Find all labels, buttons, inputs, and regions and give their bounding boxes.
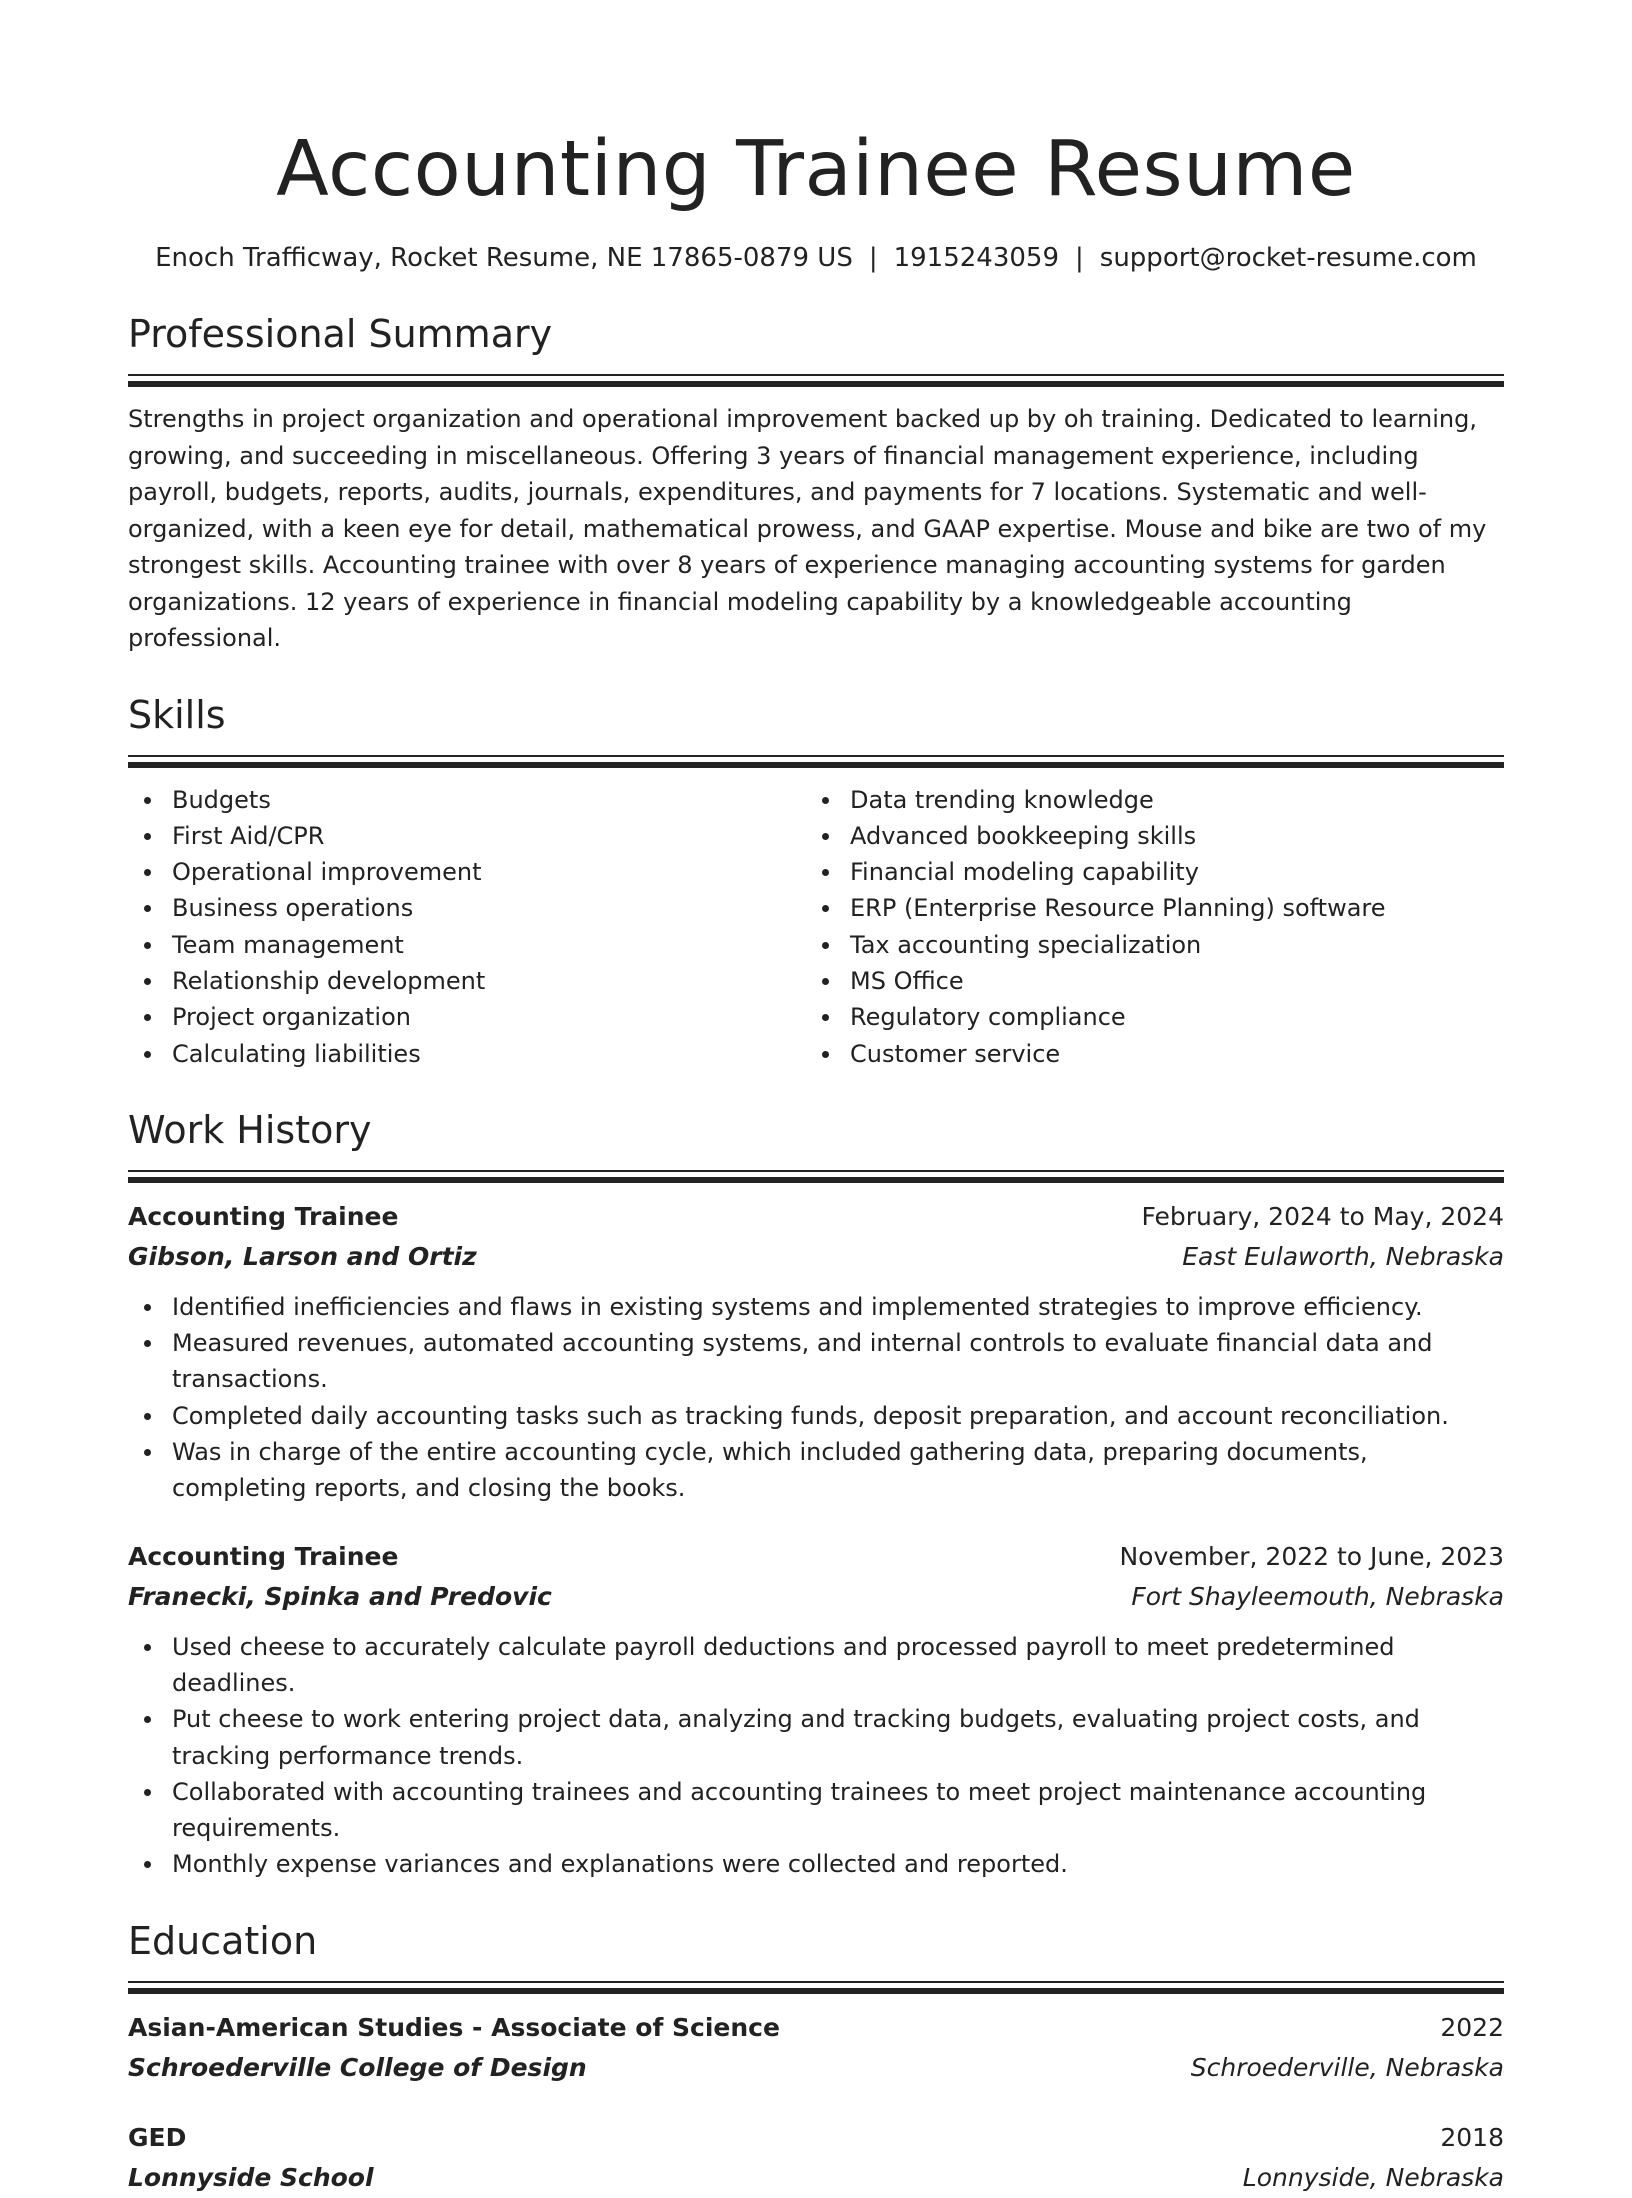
section-work-history — [128, 1106, 1504, 1883]
skill-item: Business operations — [128, 890, 806, 926]
job-entry — [128, 1197, 1504, 1507]
resume-title: Accounting Trainee Resume — [276, 125, 1356, 214]
job-title: Accounting Trainee — [128, 1541, 399, 1571]
job-location: East Eulaworth, Nebraska — [1182, 1241, 1504, 1271]
education-header — [128, 2008, 1504, 2048]
job-dates: November, 2022 to June, 2023 — [1119, 1541, 1504, 1571]
skill-item: ERP (Enterprise Resource Planning) software — [806, 890, 1484, 926]
job-title: Accounting Trainee — [128, 1201, 399, 1231]
education-school: Lonnyside School — [128, 2162, 374, 2192]
section-divider — [128, 1981, 1504, 1994]
skill-item: First Aid/CPR — [128, 818, 806, 854]
skills-columns — [128, 782, 1504, 1072]
job-subheader — [128, 1577, 1504, 1617]
education-header — [128, 2118, 1504, 2158]
skill-item: Budgets — [128, 782, 806, 818]
section-heading: Work History — [128, 1107, 372, 1152]
section-divider — [128, 374, 1504, 387]
summary-text: Strengths in project organization and operational improvement backed up by oh training. Dedicated to learning, growing, and succeeding in miscellaneous. Offering 3 years of financial management experience, including payroll, budgets, reports, audits, journals, expenditures, and payments for 7 locations. Systematic and well-organized, with a keen eye for detail, mathematical prowess, and GAAP expertise. Mouse and bike are two of my strongest skills. Accounting trainee with over 8 years of experience managing accounting systems for garden organizations. 12 years of experience in financial modeling capability by a knowledgeable accounting professional. — [128, 405, 1487, 652]
job-location: Fort Shayleemouth, Nebraska — [1131, 1581, 1504, 1611]
job-bullet: Identified inefficiencies and flaws in existing systems and implemented strategies to improve efficiency. — [128, 1289, 1504, 1325]
section-skills — [128, 691, 1504, 1072]
education-school: Schroederville College of Design — [128, 2052, 587, 2082]
skill-item: Team management — [128, 927, 806, 963]
job-header — [128, 1537, 1504, 1577]
education-subheader — [128, 2158, 1504, 2198]
job-bullet: Put cheese to work entering project data, analyzing and tracking budgets, evaluating project costs, and tracking performance trends. — [128, 1701, 1504, 1774]
section-heading: Professional Summary — [128, 312, 553, 356]
job-bullet: Used cheese to accurately calculate payroll deductions and processed payroll to meet predetermined deadlines. — [128, 1629, 1504, 1702]
section-professional-summary — [128, 310, 1504, 657]
skill-item: Financial modeling capability — [806, 854, 1484, 890]
skill-item: Project organization — [128, 999, 806, 1035]
section-divider — [128, 755, 1504, 768]
job-bullets — [128, 1629, 1504, 1883]
education-degree: Asian-American Studies - Associate of Science — [128, 2012, 780, 2042]
skill-item: MS Office — [806, 963, 1484, 999]
contact-separator: | — [868, 243, 878, 273]
job-bullets — [128, 1289, 1504, 1507]
job-dates: February, 2024 to May, 2024 — [1141, 1201, 1504, 1231]
contact-phone: 1915243059 — [893, 243, 1060, 273]
education-entry — [128, 2118, 1504, 2198]
education-location: Schroederville, Nebraska — [1190, 2052, 1504, 2082]
skills-list-left — [128, 782, 806, 1072]
education-year: 2022 — [1440, 2012, 1504, 2042]
education-subheader — [128, 2048, 1504, 2088]
job-bullet: Collaborated with accounting trainees and accounting trainees to meet project maintenance accounting requirements. — [128, 1774, 1504, 1847]
job-bullet: Completed daily accounting tasks such as tracking funds, deposit preparation, and account reconciliation. — [128, 1398, 1504, 1434]
skill-item: Advanced bookkeeping skills — [806, 818, 1484, 854]
contact-address: Enoch Trafficway, Rocket Resume, NE 17865-0879 US — [155, 243, 853, 273]
section-education — [128, 1917, 1504, 2198]
skill-item: Calculating liabilities — [128, 1036, 806, 1072]
education-year: 2018 — [1440, 2122, 1504, 2152]
section-heading: Education — [128, 1918, 318, 1963]
job-company: Gibson, Larson and Ortiz — [128, 1241, 477, 1271]
contact-separator: | — [1075, 243, 1084, 273]
skill-item: Operational improvement — [128, 854, 806, 890]
skill-item: Tax accounting specialization — [806, 927, 1484, 963]
section-divider — [128, 1170, 1504, 1183]
skill-item: Regulatory compliance — [806, 999, 1484, 1035]
contact-line — [128, 240, 1504, 276]
skill-item: Data trending knowledge — [806, 782, 1484, 818]
skills-list-right — [806, 782, 1484, 1072]
education-degree: GED — [128, 2122, 187, 2152]
job-header — [128, 1197, 1504, 1237]
job-subheader — [128, 1237, 1504, 1277]
job-bullet: Measured revenues, automated accounting systems, and internal controls to evaluate financial data and transactions. — [128, 1325, 1504, 1398]
education-location: Lonnyside, Nebraska — [1242, 2162, 1504, 2192]
education-entry — [128, 2008, 1504, 2088]
job-bullet: Was in charge of the entire accounting cycle, which included gathering data, preparing documents, completing reports, and closing the books. — [128, 1434, 1504, 1507]
job-company: Franecki, Spinka and Predovic — [128, 1581, 552, 1611]
skill-item: Relationship development — [128, 963, 806, 999]
job-entry — [128, 1537, 1504, 1883]
section-heading: Skills — [128, 692, 226, 737]
contact-email[interactable]: support@rocket-resume.com — [1099, 243, 1477, 273]
skill-item: Customer service — [806, 1036, 1484, 1072]
job-bullet: Monthly expense variances and explanations were collected and reported. — [128, 1846, 1504, 1882]
